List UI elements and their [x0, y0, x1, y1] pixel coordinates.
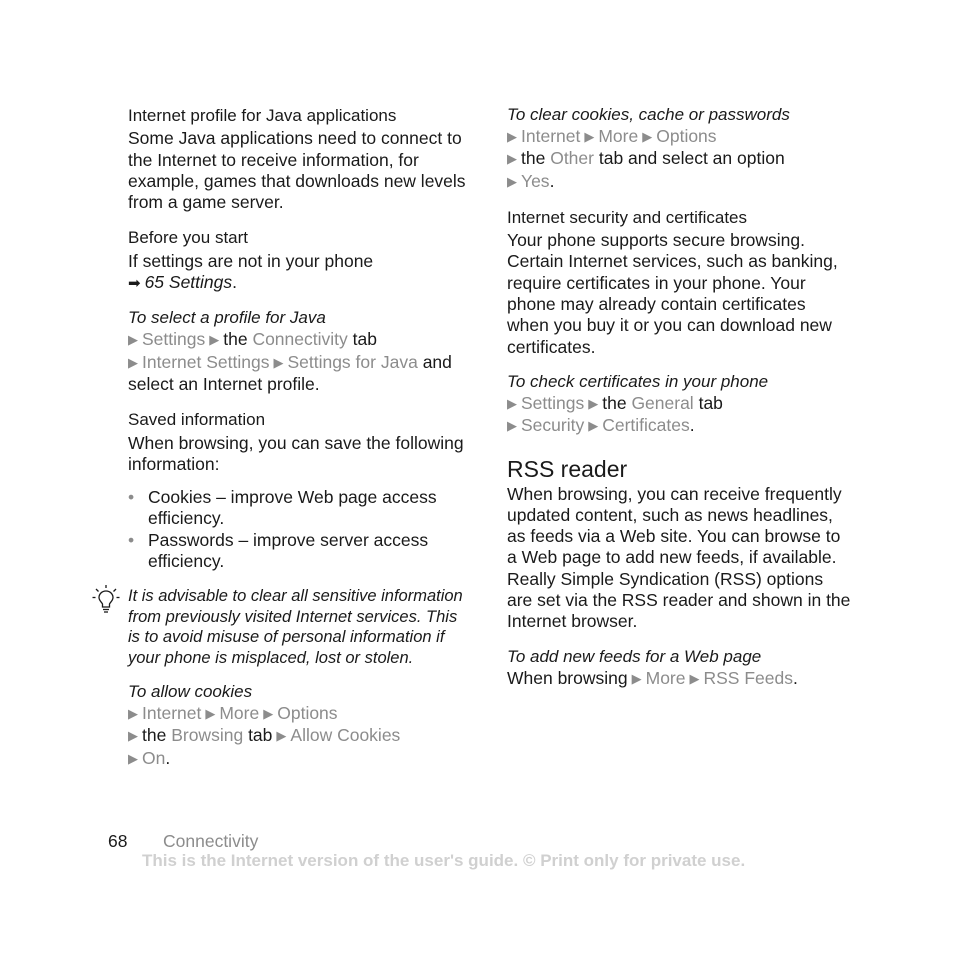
menu-certificates: Certificates	[602, 415, 690, 436]
tip-note	[128, 586, 468, 668]
menu-on: On	[142, 747, 166, 768]
step-marker-icon: ▶	[507, 418, 517, 434]
saved-info-list	[128, 487, 468, 572]
rss-reader-heading: RSS reader	[507, 455, 628, 482]
settings-reference-link[interactable]: 65 Settings	[144, 272, 233, 293]
menu-internet: Internet	[142, 702, 202, 723]
step-marker-icon: ▶	[128, 354, 138, 370]
menu-allow-cookies: Allow Cookies	[290, 725, 401, 746]
step-marker-icon: ▶	[205, 705, 216, 721]
select-profile-heading: To select a profile for Java	[128, 308, 326, 328]
menu-yes: Yes	[521, 170, 550, 191]
check-certificates-steps: ▶ Settings ▶ the General tab ▶ Security ▶ Certificates.	[507, 392, 723, 436]
saved-info-heading: Saved information	[128, 410, 266, 430]
menu-settings-for-java: Settings for Java	[287, 351, 418, 372]
step-marker-icon: ▶	[507, 151, 517, 167]
menu-connectivity: Connectivity	[252, 329, 348, 350]
menu-general: General	[631, 392, 694, 413]
step-marker-icon: ▶	[209, 332, 220, 348]
step-marker-icon: ▶	[689, 670, 700, 686]
check-certificates-heading: To check certificates in your phone	[507, 371, 769, 391]
step-marker-icon: ▶	[507, 129, 517, 144]
step-marker-icon: ▶	[588, 418, 599, 434]
menu-browsing: Browsing	[171, 725, 244, 746]
menu-options: Options	[277, 702, 338, 723]
menu-more: More	[645, 667, 686, 688]
select-profile-steps: ▶ Settings ▶ the Connectivity tab ▶ Internet Settings ▶ Settings for Java and select an Internet profile.	[128, 329, 452, 394]
before-start-heading: Before you start	[128, 228, 249, 248]
step-marker-icon: ▶	[276, 728, 287, 744]
security-heading: Internet security and certificates	[507, 207, 748, 227]
list-item: • Cookies – improve Web page access efficiency.	[128, 487, 437, 529]
java-profile-body: Some Java applications need to connect to the Internet to receive information, for example, games that downloads new levels from a game server.	[128, 128, 466, 213]
menu-more: More	[598, 126, 639, 146]
menu-security: Security	[521, 415, 585, 436]
step-marker-icon: ▶	[507, 395, 517, 411]
lightbulb-icon	[92, 584, 120, 614]
bullet: •	[128, 529, 135, 550]
menu-internet: Internet	[521, 126, 581, 146]
menu-other: Other	[550, 148, 594, 169]
section-name: Connectivity	[163, 831, 259, 851]
step-marker-icon: ▶	[128, 705, 138, 721]
menu-settings: Settings	[521, 392, 585, 413]
clear-cookies-heading: To clear cookies, cache or passwords	[507, 105, 790, 124]
page-number: 68	[108, 831, 128, 851]
menu-more: More	[219, 702, 260, 723]
step-marker-icon: ▶	[128, 750, 138, 766]
step-marker-icon: ▶	[642, 129, 653, 144]
reference-arrow-icon: ➡	[128, 275, 141, 293]
saved-info-body: When browsing, you can save the following information:	[128, 432, 464, 474]
java-profile-heading: Internet profile for Java applications	[128, 106, 397, 125]
add-feeds-heading: To add new feeds for a Web page	[507, 646, 762, 666]
right-column	[507, 105, 852, 690]
step-marker-icon: ▶	[507, 173, 517, 189]
step-marker-icon: ▶	[631, 670, 642, 686]
left-column	[128, 105, 468, 770]
menu-settings: Settings	[142, 329, 206, 350]
step-marker-icon: ▶	[584, 129, 595, 144]
security-body: Your phone supports secure browsing. Certain Internet services, such as banking, require certificates in your phone. Your phone may already contain certificates when you buy it or you can download new certificates.	[507, 230, 838, 357]
allow-cookies-steps: ▶ Internet ▶ More ▶ Options ▶ the Browsing tab ▶ Allow Cookies ▶ On.	[128, 702, 401, 768]
clear-cookies-steps: ▶ Internet ▶ More ▶ Options ▶ the Other tab and select an option ▶ Yes.	[507, 126, 785, 191]
tip-text: It is advisable to clear all sensitive information from previously visited Internet services. This is to avoid misuse of personal information if your phone is misplaced, lost or stolen.	[128, 587, 463, 667]
step-marker-icon: ▶	[128, 728, 138, 744]
step-marker-icon: ▶	[273, 354, 284, 370]
menu-options: Options	[656, 126, 717, 146]
step-marker-icon: ▶	[263, 705, 274, 721]
bullet: •	[128, 487, 135, 508]
menu-internet-settings: Internet Settings	[142, 351, 270, 372]
rss-reader-body: When browsing, you can receive frequently updated content, such as news headlines, as feeds via a Web site. You can browse to a Web page to add new feeds, if available. Really Simple Syndication (RSS) options are set via the RSS reader and shown in the Internet browser.	[507, 483, 851, 632]
add-feeds-steps: When browsing ▶ More ▶ RSS Feeds.	[507, 667, 798, 688]
menu-rss-feeds: RSS Feeds	[703, 667, 793, 688]
settings-reference: ➡ 65 Settings.	[128, 272, 238, 293]
list-item: • Passwords – improve server access efficiency.	[128, 529, 429, 572]
before-start-body: If settings are not in your phone	[128, 250, 374, 271]
step-marker-icon: ▶	[588, 395, 599, 411]
step-marker-icon: ▶	[128, 332, 138, 348]
allow-cookies-heading: To allow cookies	[128, 681, 253, 701]
internet-version-note: This is the Internet version of the user's guide. © Print only for private use.	[142, 851, 746, 870]
